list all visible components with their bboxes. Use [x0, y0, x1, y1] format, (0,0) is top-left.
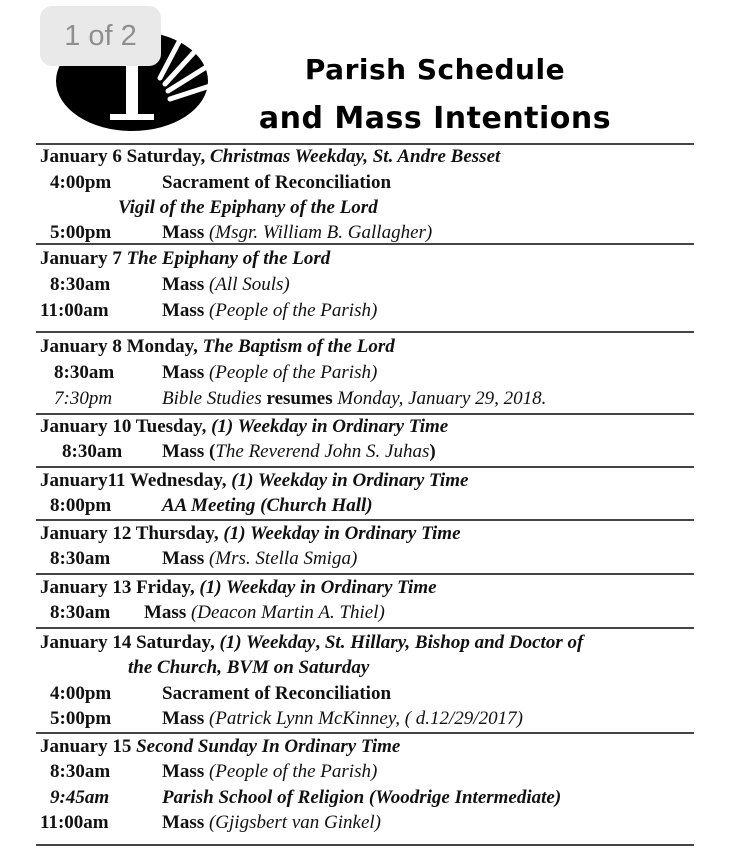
- divider: [36, 143, 694, 145]
- page-title: Parish Schedule: [304, 53, 566, 86]
- divider: [36, 519, 694, 521]
- day-heading: January 14 Saturday, (1) Weekday, St. Hillary, Bishop and Doctor of: [40, 632, 584, 653]
- divider: [36, 627, 694, 629]
- day-heading: January 15 Second Sunday In Ordinary Time: [40, 736, 401, 757]
- day-heading: January 6 Saturday, Christmas Weekday, St. Andre Besset: [40, 146, 501, 167]
- day-heading: January 13 Friday, (1) Weekday in Ordinary Time: [40, 577, 437, 598]
- day-heading: January 10 Tuesday, (1) Weekday in Ordinary Time: [40, 416, 449, 437]
- day-heading: January11 Wednesday, (1) Weekday in Ordinary Time: [40, 470, 469, 491]
- day-heading: January 8 Monday, The Baptism of the Lord: [40, 336, 395, 357]
- day-heading-continued: the Church, BVM on Saturday: [128, 657, 370, 678]
- divider: [36, 573, 694, 575]
- day-heading: January 12 Thursday, (1) Weekday in Ordinary Time: [40, 523, 461, 544]
- page-subtitle: and Mass Intentions: [258, 101, 612, 136]
- divider: [36, 844, 694, 846]
- divider: [36, 331, 694, 333]
- divider: [36, 413, 694, 415]
- page-counter-badge: 1 of 2: [40, 6, 161, 66]
- divider: [36, 466, 694, 468]
- divider: [36, 732, 694, 734]
- day-heading: January 7 The Epiphany of the Lord: [40, 248, 331, 269]
- vigil-heading: Vigil of the Epiphany of the Lord: [118, 197, 378, 218]
